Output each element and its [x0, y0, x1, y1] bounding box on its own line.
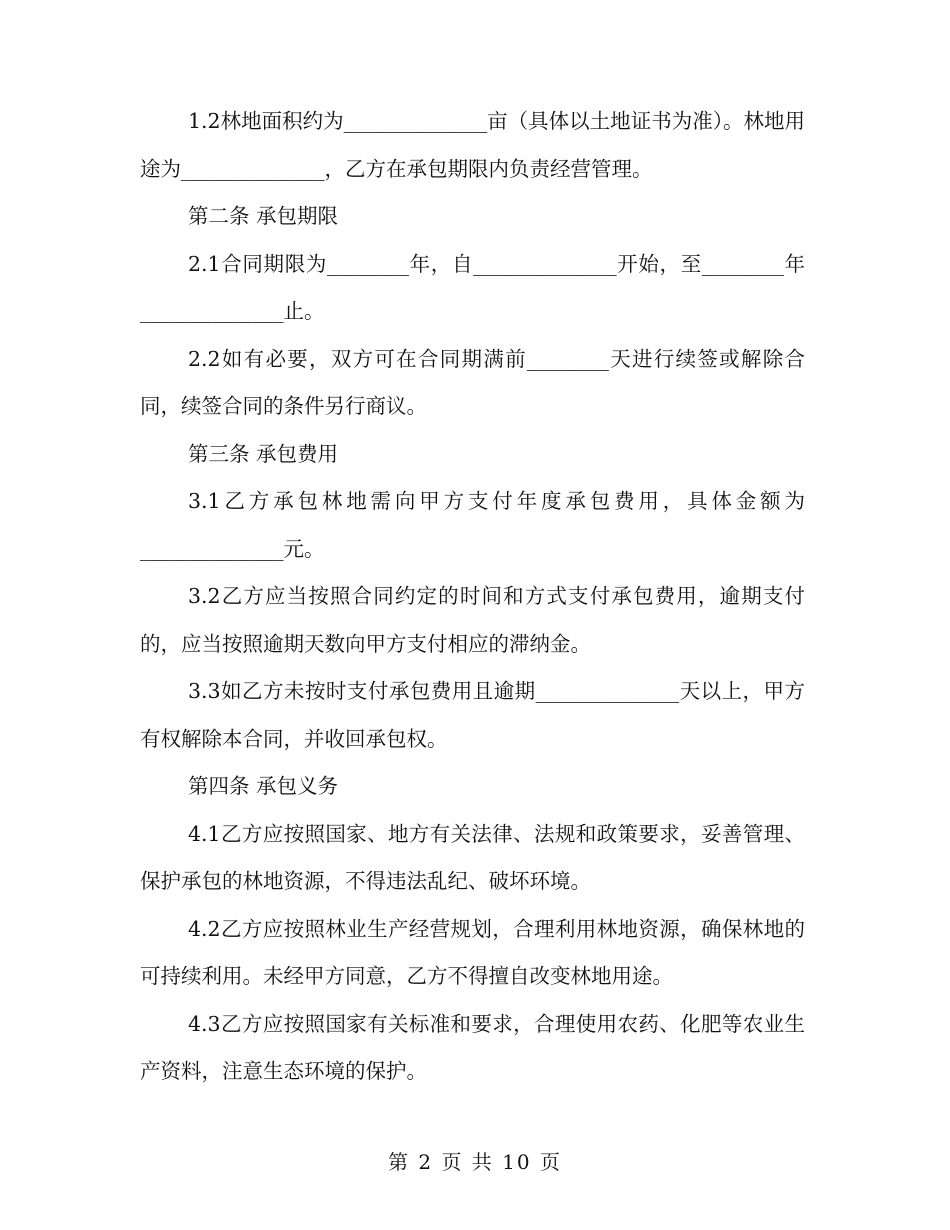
clause-4-2: 4.2乙方应按照林业生产经营规划，合理利用林地资源，确保林地的可持续利用。未经甲方同意，乙方不得擅自改变林地用途。	[140, 916, 805, 988]
section-heading-article-2: 第二条 承包期限	[188, 204, 339, 228]
clause-3-3: 3.3如乙方未按时支付承包费用且逾期______________天以上，甲方有权解除本合同，并收回承包权。	[140, 679, 805, 751]
clause-4-1: 4.1乙方应按照国家、地方有关法律、法规和政策要求，妥善管理、保护承包的林地资源，不得违法乱纪、破坏环境。	[140, 821, 805, 893]
clause-3-1: 3.1乙方承包林地需向甲方支付年度承包费用，具体金额为______________元。	[140, 489, 805, 561]
clause-2-2: 2.2如有必要，双方可在合同期满前________天进行续签或解除合同，续签合同的条件另行商议。	[140, 346, 805, 418]
clause-4-3: 4.3乙方应按照国家有关标准和要求，合理使用农药、化肥等农业生产资料，注意生态环境的保护。	[140, 1011, 805, 1083]
clause-2-1: 2.1合同期限为________年，自______________开始，至________年______________止。	[140, 251, 805, 323]
section-heading-article-3: 第三条 承包费用	[188, 441, 339, 466]
clause-1-2: 1.2林地面积约为______________亩（具体以土地证书为准）。林地用途为______________，乙方在承包期限内负责经营管理。	[140, 109, 805, 181]
page-number-footer: 第 2 页 共 10 页	[388, 1150, 562, 1174]
clause-3-2: 3.2乙方应当按照合同约定的时间和方式支付承包费用，逾期支付的，应当按照逾期天数向甲方支付相应的滞纳金。	[140, 584, 805, 656]
document-body	[140, 98, 805, 1096]
section-heading-article-4: 第四条 承包义务	[188, 774, 339, 798]
